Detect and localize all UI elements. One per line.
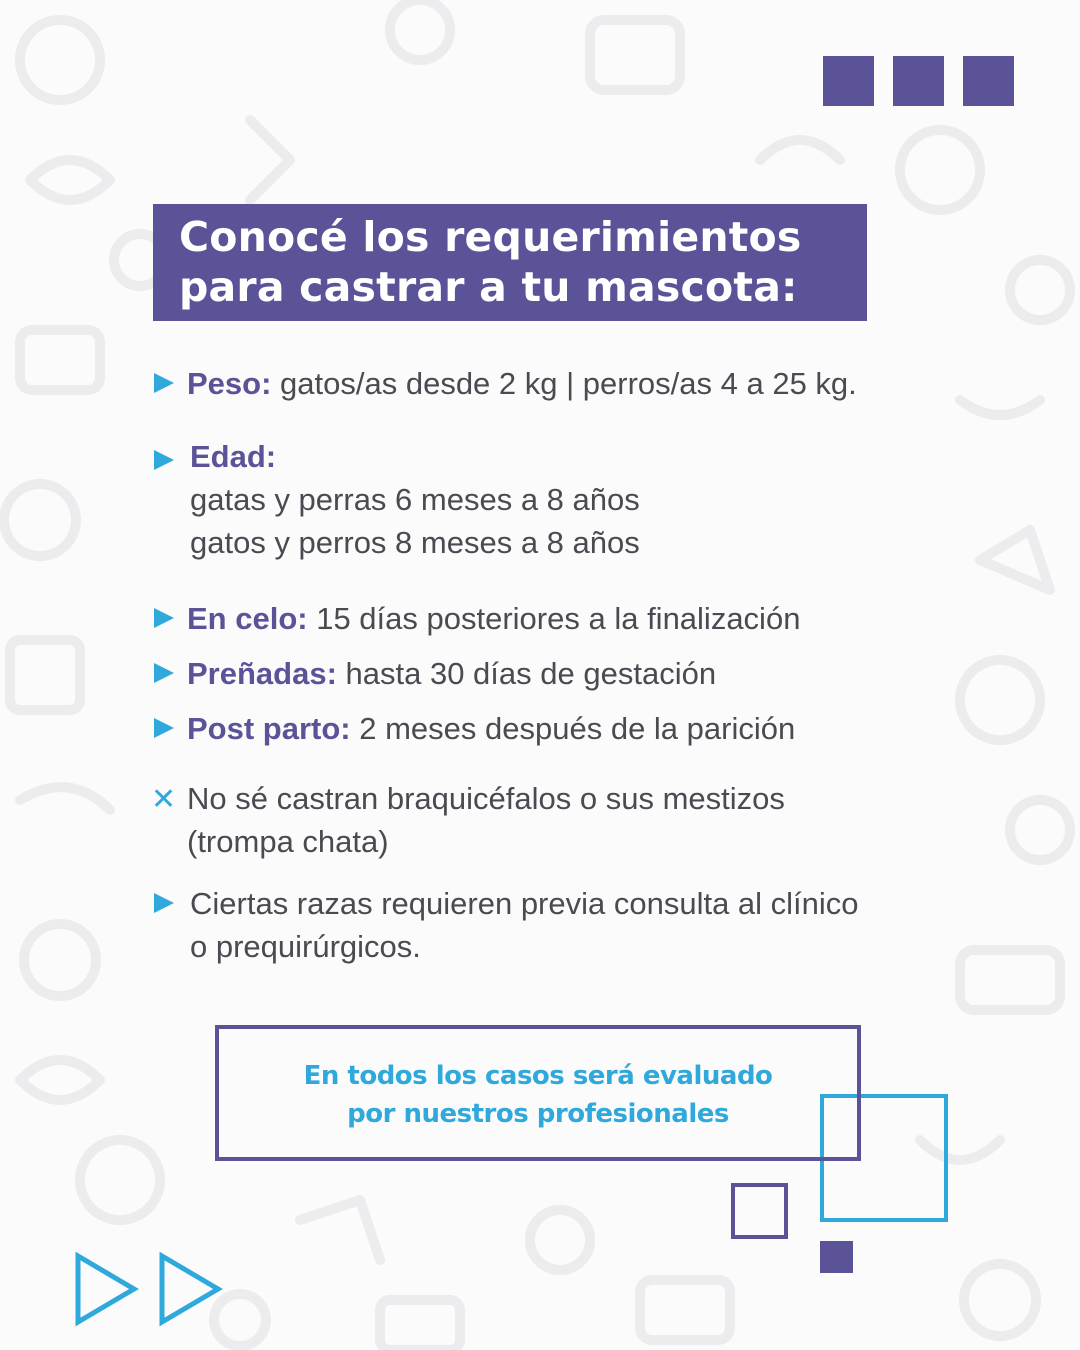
requirement-peso bbox=[187, 362, 857, 405]
play-triangle-icon bbox=[154, 893, 174, 913]
peso-label: Peso: bbox=[187, 366, 272, 401]
postparto-text: 2 meses después de la parición bbox=[350, 711, 796, 746]
postparto-label: Post parto: bbox=[187, 711, 351, 746]
title-box bbox=[153, 204, 867, 321]
close-x-icon: ✕ bbox=[151, 782, 177, 817]
decor-square-3 bbox=[963, 56, 1014, 106]
prenadas-text: hasta 30 días de gestación bbox=[336, 656, 717, 691]
requirement-edad-line-2: gatos y perros 8 meses a 8 años bbox=[190, 525, 640, 560]
requirement-postparto bbox=[187, 707, 795, 750]
requirement-edad-line-1: gatas y perras 6 meses a 8 años bbox=[190, 482, 640, 517]
title-line-2: para castrar a tu mascota: bbox=[179, 263, 798, 311]
title-line-1: Conocé los requerimientos bbox=[179, 213, 802, 261]
exclusion-line-1: No sé castran braquicéfalos o sus mestizos bbox=[187, 781, 785, 816]
double-play-icon bbox=[74, 1250, 226, 1328]
celo-text: 15 días posteriores a la finalización bbox=[307, 601, 801, 636]
play-triangle-icon bbox=[154, 373, 174, 393]
decor-square-2 bbox=[893, 56, 944, 106]
edad-label: Edad: bbox=[190, 439, 277, 474]
note-line-2: por nuestros profesionales bbox=[347, 1099, 729, 1129]
decor-square-small bbox=[820, 1241, 853, 1273]
requirement-celo bbox=[187, 597, 800, 640]
play-triangle-icon bbox=[154, 450, 174, 470]
play-triangle-icon bbox=[154, 608, 174, 628]
play-triangle-icon bbox=[154, 663, 174, 683]
exclusion-line-2: (trompa chata) bbox=[187, 824, 389, 859]
requirement-razas-line-1: Ciertas razas requieren previa consulta al clínico bbox=[190, 886, 859, 921]
requirement-prenadas bbox=[187, 652, 716, 695]
requirement-edad-label bbox=[190, 435, 276, 478]
requirement-razas-line-2: o prequirúrgicos. bbox=[190, 929, 421, 964]
peso-text: gatos/as desde 2 kg | perros/as 4 a 25 kg. bbox=[271, 366, 857, 401]
prenadas-label: Preñadas: bbox=[187, 656, 337, 691]
note-line-1: En todos los casos será evaluado bbox=[303, 1061, 773, 1091]
decor-outline-square-purple bbox=[731, 1183, 788, 1239]
note-box bbox=[215, 1025, 861, 1161]
decor-square-1 bbox=[823, 56, 874, 106]
play-triangle-icon bbox=[154, 718, 174, 738]
celo-label: En celo: bbox=[187, 601, 308, 636]
